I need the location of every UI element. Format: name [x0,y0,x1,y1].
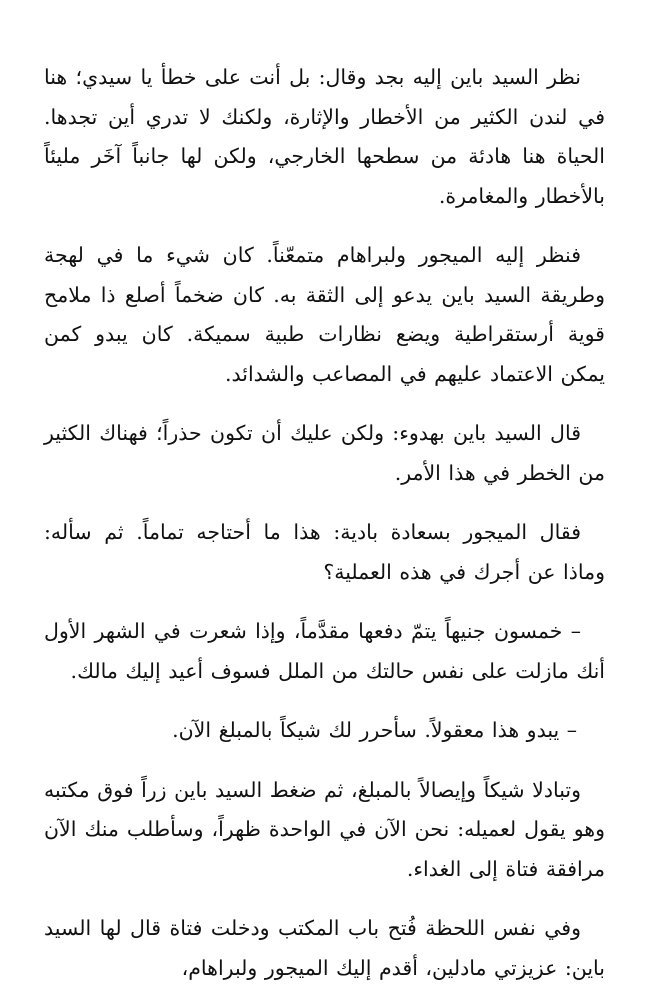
paragraph: قال السيد باين بهدوء: ولكن عليك أن تكون حذراً؛ فهناك الكثير من الخطر في هذا الأمر. [44,421,605,485]
paragraph: وتبادلا شيكاً وإيصالاً بالمبلغ، ثم ضغط السيد باين زراً فوق مكتبه وهو يقول لعميله: نحن الآن في الواحدة ظهراً، وسأطلب منك الآن مرافقة فتاة إلى الغداء. [44,777,605,881]
dialogue-paragraph: – يبدو هذا معقولاً. سأحرر لك شيكاً بالمبلغ الآن. [172,718,577,742]
paragraph: فنظر إليه الميجور ولبراهام متمعّناً. كان شيء ما في لهجة وطريقة السيد باين يدعو إلى الثقة به. كان ضخماً أصلع ذا ملامح قوية أرستقراطية ويضع نظارات طبية سميكة. كان يبدو كمن يمكن الاعتماد عليهم في المصاعب والشدائد. [44,243,605,386]
dialogue-paragraph: – خمسون جنيهاً يتمّ دفعها مقدَّماً، وإذا شعرت في الشهر الأول أنك مازلت على نفس حالتك من الملل فسوف أعيد إليك مالك. [44,619,605,683]
paragraph: نظر السيد باين إليه بجد وقال: بل أنت على خطأ يا سيدي؛ هنا في لندن الكثير من الأخطار والإثارة، ولكنك لا تدري أين تجدها. الحياة هنا هادئة من سطحها الخارجي، ولكن لها جانباً آخَر مليئاً بالأخطار والمغامرة. [44,65,605,208]
paragraph: فقال الميجور بسعادة بادية: هذا ما أحتاجه تماماً. ثم سأله: وماذا عن أجرك في هذه العملية؟ [44,520,605,584]
paragraph: وفي نفس اللحظة فُتح باب المكتب ودخلت فتاة قال لها السيد باين: عزيزتي مادلين، أقدم إليك الميجور ولبراهام، [44,916,605,980]
